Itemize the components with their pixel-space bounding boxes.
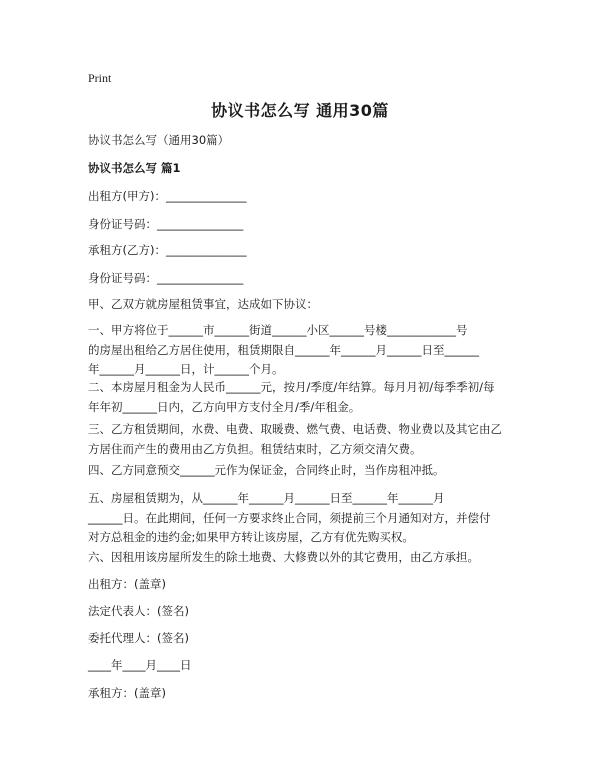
clause-1-line-1: 一、甲方将位于______市______街道______小区______号楼____________号	[88, 323, 468, 337]
clause-1-line-2: 的房屋出租给乙方居住使用，租赁期限自______年______月______日至______	[88, 342, 479, 357]
document-title: 协议书怎么写 通用30篇	[211, 101, 389, 120]
section-heading: 协议书怎么写 篇1	[88, 161, 181, 175]
clause-1	[88, 321, 514, 380]
print-label: Print	[88, 71, 112, 85]
clause-3	[88, 420, 514, 459]
clause-4-line-1: 四、乙方同意预交______元作为保证金，合同终止时，当作房租冲抵。	[88, 463, 445, 477]
clause-1-line-3: 年______月______日，计______个月。	[88, 362, 284, 376]
clause-5-line-3: 对方总租金的违约金;如果甲方转让该房屋，乙方有优先购买权。	[88, 530, 414, 544]
clause-2-line-2: 年年初______日内，乙方向甲方支付全月/季/年租金。	[88, 399, 361, 414]
signing-date: ____年____月____日	[88, 658, 192, 672]
clause-3-line-1: 三、乙方租赁期间，水费、电费、取暖费、燃气费、电话费、物业费以及其它由乙	[88, 422, 502, 436]
lessor-id-field: 身份证号码：_______________	[88, 217, 244, 231]
agreement-intro: 甲、乙双方就房屋租赁事宜，达成如下协议：	[88, 297, 318, 311]
clause-5-line-1: 五、房屋租赁期为，从______年______月______日至______年______月	[88, 491, 445, 505]
clause-3-line-2: 方居住而产生的费用由乙方负担。租赁结束时，乙方须交清欠费。	[88, 441, 422, 456]
clause-4	[88, 461, 514, 481]
clause-5	[88, 489, 514, 548]
clause-2	[88, 378, 514, 417]
clause-2-line-1: 二、本房屋月租金为人民币______元，按月/季度/年结算。每月月初/每季季初/每	[88, 380, 495, 394]
lessor-field: 出租方(甲方)：______________	[88, 189, 247, 203]
clause-6	[88, 548, 514, 568]
authorized-agent: 委托代理人：(签名)	[88, 631, 189, 645]
lessee-seal: 承租方：(盖章)	[88, 686, 166, 700]
lessee-field: 承租方(乙方)：______________	[88, 243, 247, 257]
lessee-id-field: 身份证号码：_______________	[88, 271, 244, 285]
document-subtitle: 协议书怎么写（通用30篇）	[88, 133, 230, 147]
lessor-seal: 出租方：(盖章)	[88, 577, 166, 591]
legal-representative: 法定代表人：(签名)	[88, 604, 189, 618]
clause-5-line-2: ______日。在此期间，任何一方要求终止合同，须提前三个月通知对方，并偿付	[88, 510, 491, 525]
clause-6-line-1: 六、因租用该房屋所发生的除土地费、大修费以外的其它费用，由乙方承担。	[88, 550, 479, 564]
